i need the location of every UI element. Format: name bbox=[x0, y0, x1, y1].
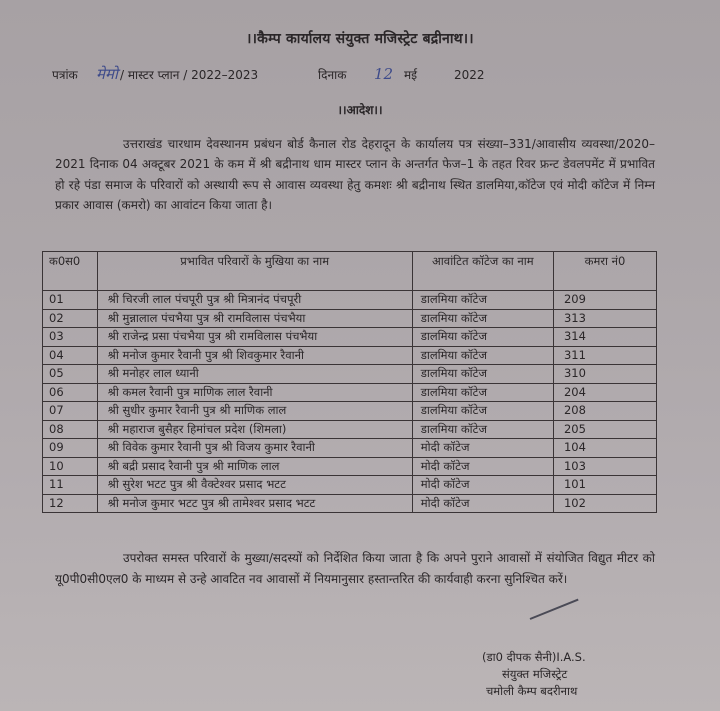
cell-cottage: डालमिया कॉटेज bbox=[412, 309, 553, 328]
table-row bbox=[43, 457, 657, 476]
ref-number: / मास्टर प्लान / 2022–2023 bbox=[120, 68, 259, 82]
table-row bbox=[43, 402, 657, 421]
cell-family-head: श्री बद्री प्रसाद रैवानी पुत्र श्री माणिक लाल bbox=[97, 457, 412, 476]
document-title: ।।कैम्प कार्यालय संयुक्त मजिस्ट्रेट बद्रीनाथ।। bbox=[246, 31, 474, 47]
table-row bbox=[43, 309, 657, 328]
date-year: 2022 bbox=[454, 68, 485, 82]
cell-serial: 11 bbox=[43, 476, 98, 495]
cell-cottage: मोदी कॉटेज bbox=[412, 494, 553, 513]
cell-serial: 08 bbox=[43, 420, 98, 439]
cell-room: 204 bbox=[553, 383, 656, 402]
date-day: 12 bbox=[374, 65, 394, 83]
table-row bbox=[43, 494, 657, 513]
cell-family-head: श्री मनोहर लाल ध्यानी bbox=[97, 365, 412, 384]
cell-serial: 02 bbox=[43, 309, 98, 328]
header-family-head: प्रभावित परिवारों के मुखिया का नाम bbox=[97, 252, 412, 291]
header-serial: क0स0 bbox=[43, 252, 98, 291]
reference-line bbox=[52, 64, 485, 84]
date-month: मई bbox=[404, 68, 418, 82]
cell-room: 314 bbox=[553, 328, 656, 347]
date-label: दिनाक bbox=[318, 68, 347, 82]
cell-family-head: श्री चिरजी लाल पंचपूरी पुत्र श्री मित्रानंद पंचपूरी bbox=[97, 291, 412, 310]
cell-family-head: श्री महाराज बुसैहर हिमांचल प्रदेश (शिमला) bbox=[97, 420, 412, 439]
cell-room: 102 bbox=[553, 494, 656, 513]
cell-cottage: डालमिया कॉटेज bbox=[412, 328, 553, 347]
cell-family-head: श्री मनोज कुमार भटट पुत्र श्री तामेश्वर प्रसाद भटट bbox=[97, 494, 412, 513]
table-row bbox=[43, 383, 657, 402]
cell-serial: 06 bbox=[43, 383, 98, 402]
cell-cottage: डालमिया कॉटेज bbox=[412, 402, 553, 421]
cell-cottage: मोदी कॉटेज bbox=[412, 439, 553, 458]
cell-serial: 09 bbox=[43, 439, 98, 458]
order-heading: ।।आदेश।। bbox=[337, 103, 383, 117]
signatory-office: चमोली कैम्प बदरीनाथ bbox=[486, 684, 578, 698]
cell-cottage: मोदी कॉटेज bbox=[412, 476, 553, 495]
signature-stroke bbox=[530, 599, 579, 620]
cell-serial: 05 bbox=[43, 365, 98, 384]
signature-block bbox=[482, 649, 586, 700]
cell-serial: 10 bbox=[43, 457, 98, 476]
cell-serial: 12 bbox=[43, 494, 98, 513]
cell-serial: 07 bbox=[43, 402, 98, 421]
intro-paragraph: उत्तराखंड चारधाम देवस्थानम प्रबंधन बोर्ड कैनाल रोड देहरादून के कार्यालय पत्र संख्या–331/आवासीय व्यवस्था/2020–2021 दिनाक 04 अक्टूबर 2021 के कम में श्री बद्रीनाथ धाम मास्टर प्लान के अन्तर्गत फेज–1 के तहत रिवर फ्रन्ट डेवलपमेंट में प्रभावित हो रहे पंडा समाज के परिवारों को अस्थायी रूप से आवास व्यवस्था हेतु कमशः श्री बद्रीनाथ स्थित डालमिया,कॉटेज एवं मोदी कॉटेज में निम्न प्रकार आवास (कमरो) का आवांटन किया जाता है। bbox=[55, 137, 655, 212]
cell-room: 103 bbox=[553, 457, 656, 476]
cell-room: 104 bbox=[553, 439, 656, 458]
cell-room: 208 bbox=[553, 402, 656, 421]
closing-paragraph: उपरोक्त समस्त परिवारों के मुख्या/सदस्यों को निर्देशित किया जाता है कि अपने पुराने आवासों में संयोजित विद्युत मीटर को यू0पी0सी0एल0 के माध्यम से उन्हे आवटित नव आवासों में नियमानुसार हस्तान्तरित की कार्यवाही करना सुनिश्चित करें। bbox=[55, 551, 655, 586]
cell-cottage: डालमिया कॉटेज bbox=[412, 420, 553, 439]
cell-room: 101 bbox=[553, 476, 656, 495]
table-header-row bbox=[43, 252, 657, 291]
cell-room: 205 bbox=[553, 420, 656, 439]
cell-serial: 01 bbox=[43, 291, 98, 310]
signatory-name: (डा0 दीपक सैनी)I.A.S. bbox=[482, 650, 586, 664]
cell-family-head: श्री मुन्नालाल पंचभैया पुत्र श्री रामविलास पंचभैया bbox=[97, 309, 412, 328]
cell-cottage: डालमिया कॉटेज bbox=[412, 291, 553, 310]
table-row bbox=[43, 365, 657, 384]
header-room: कमरा नं0 bbox=[553, 252, 656, 291]
cell-family-head: श्री सुरेश भटट पुत्र श्री वैक्टेश्वर प्रसाद भटट bbox=[97, 476, 412, 495]
table-row bbox=[43, 420, 657, 439]
cell-serial: 03 bbox=[43, 328, 98, 347]
cell-cottage: डालमिया कॉटेज bbox=[412, 383, 553, 402]
allotment-table bbox=[42, 251, 657, 513]
ref-handwritten: मेमो bbox=[96, 65, 118, 83]
cell-family-head: श्री सुधीर कुमार रैवानी पुत्र श्री माणिक लाल bbox=[97, 402, 412, 421]
cell-room: 311 bbox=[553, 346, 656, 365]
table-row bbox=[43, 291, 657, 310]
cell-cottage: डालमिया कॉटेज bbox=[412, 346, 553, 365]
table-row bbox=[43, 476, 657, 495]
ref-label: पत्रांक bbox=[52, 68, 78, 82]
signatory-designation: संयुक्त मजिस्ट्रेट bbox=[502, 667, 568, 681]
cell-family-head: श्री कमल रैवानी पुत्र माणिक लाल रैवानी bbox=[97, 383, 412, 402]
table-row bbox=[43, 346, 657, 365]
cell-cottage: मोदी कॉटेज bbox=[412, 457, 553, 476]
cell-cottage: डालमिया कॉटेज bbox=[412, 365, 553, 384]
header-cottage: आवांटित कॉटेज का नाम bbox=[412, 252, 553, 291]
cell-room: 209 bbox=[553, 291, 656, 310]
cell-family-head: श्री राजेन्द्र प्रसा पंचभैया पुत्र श्री रामविलास पंचभैया bbox=[97, 328, 412, 347]
cell-room: 313 bbox=[553, 309, 656, 328]
table-row bbox=[43, 328, 657, 347]
cell-room: 310 bbox=[553, 365, 656, 384]
cell-family-head: श्री विवेक कुमार रैवानी पुत्र श्री विजय कुमार रैवानी bbox=[97, 439, 412, 458]
cell-serial: 04 bbox=[43, 346, 98, 365]
table-row bbox=[43, 439, 657, 458]
cell-family-head: श्री मनोज कुमार रैवानी पुत्र श्री शिवकुमार रैवानी bbox=[97, 346, 412, 365]
